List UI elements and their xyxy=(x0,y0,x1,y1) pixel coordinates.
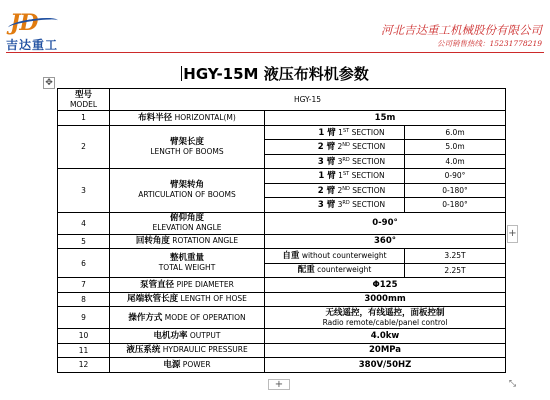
spec-value-en: Radio remote/cable/panel control xyxy=(322,318,448,327)
model-header-cell[interactable] xyxy=(58,89,110,111)
spec-value: 20MPa xyxy=(368,345,402,356)
logo-text: 吉达重工 xyxy=(6,38,59,52)
move-table-icon[interactable]: ✥ xyxy=(43,77,55,89)
item-name-cn: 液压系统 xyxy=(126,345,161,356)
item-name-en: ELEVATION ANGLE xyxy=(152,223,222,232)
section-label-cell[interactable] xyxy=(265,198,405,213)
item-name-cn: 整机重量 xyxy=(169,253,204,263)
item-name-cn: 电源 xyxy=(163,359,181,370)
arm-label: 1 臂 xyxy=(318,127,336,138)
page-header xyxy=(0,0,550,58)
section-number: 1 xyxy=(338,127,343,137)
item-number-cell[interactable] xyxy=(58,343,110,358)
section-number: 2 xyxy=(337,185,343,195)
item-name-en: LENGTH OF BOOMS xyxy=(150,146,224,156)
item-number-cell[interactable] xyxy=(58,329,110,344)
item-name-cell[interactable] xyxy=(110,111,265,126)
item-name-en: POWER xyxy=(182,359,211,369)
spec-value-cell[interactable] xyxy=(265,307,506,329)
table-header-row xyxy=(58,89,506,111)
item-number-cell[interactable] xyxy=(58,278,110,293)
item-number-cell[interactable] xyxy=(58,111,110,126)
item-name-cell[interactable] xyxy=(110,125,265,169)
weight-value-cell[interactable] xyxy=(405,263,506,278)
item-number: 3 xyxy=(81,185,86,195)
item-number: 11 xyxy=(78,345,89,355)
arm-label: 3 臂 xyxy=(317,156,336,167)
section-value: 4.0m xyxy=(445,156,465,166)
sales-hotline: 公司销售热线：15231778219 xyxy=(437,39,542,48)
spec-value: 0-90° xyxy=(372,218,398,228)
section-value-cell[interactable] xyxy=(405,198,506,213)
item-name-en: TOTAL WEIGHT xyxy=(158,263,216,272)
spec-value: 3000mm xyxy=(364,294,406,305)
company-name: 河北吉达重工机械股份有限公司 xyxy=(381,23,542,37)
item-number-cell[interactable] xyxy=(58,358,110,373)
section-number: 2 xyxy=(337,142,343,152)
item-name-cn: 布料半径 xyxy=(138,112,173,123)
section-value-cell[interactable] xyxy=(405,183,506,198)
section-value: 6.0m xyxy=(445,127,465,137)
item-name-en: ROTATION ANGLE xyxy=(172,236,239,246)
section-word: SECTION xyxy=(352,200,386,210)
section-value-cell[interactable] xyxy=(405,154,506,169)
section-word: SECTION xyxy=(351,127,385,137)
table-row xyxy=(58,278,506,293)
table-row xyxy=(58,329,506,344)
item-name-cn: 臂架长度 xyxy=(169,136,204,147)
item-number-cell[interactable] xyxy=(58,169,110,213)
spec-table[interactable] xyxy=(57,88,506,373)
table-row xyxy=(58,343,506,358)
arm-label: 2 臂 xyxy=(317,142,336,153)
section-label-cell[interactable] xyxy=(265,169,405,184)
document-title[interactable] xyxy=(0,63,550,84)
item-name-cell[interactable] xyxy=(110,358,265,373)
spec-value: 15m xyxy=(374,112,396,123)
model-header-en: MODEL xyxy=(69,100,98,109)
document-title-text: HGY-15M 液压布料机参数 xyxy=(183,65,369,83)
spec-value: 360° xyxy=(374,236,396,247)
model-header-cn: 型号 xyxy=(74,90,92,100)
spec-value-cell[interactable] xyxy=(265,358,506,373)
item-name-cell[interactable] xyxy=(110,212,265,234)
section-ordinal: ST xyxy=(342,171,350,178)
section-value-cell[interactable] xyxy=(405,140,506,155)
item-name-cn: 电机功率 xyxy=(153,330,188,341)
weight-value-cell[interactable] xyxy=(405,249,506,264)
section-ordinal: RD xyxy=(342,200,350,207)
weight-label-cn: 配重 xyxy=(297,265,315,276)
spec-value-cell[interactable] xyxy=(265,292,506,307)
table-row xyxy=(58,292,506,307)
table-row xyxy=(58,169,506,184)
spec-value: 380V/50HZ xyxy=(358,359,412,370)
item-number-cell[interactable] xyxy=(58,292,110,307)
spec-value: Φ125 xyxy=(372,279,398,290)
section-word: SECTION xyxy=(352,156,386,166)
section-ordinal: ST xyxy=(342,127,350,134)
item-name-en: HORIZONTAL(M) xyxy=(174,112,236,122)
table-row xyxy=(58,249,506,264)
section-ordinal: ND xyxy=(342,142,350,149)
spec-value-cn: 无线遥控，有线遥控，面板控制 xyxy=(325,308,445,318)
weight-label-en: counterweight xyxy=(317,265,372,275)
item-number: 4 xyxy=(81,218,86,228)
item-name-en: LENGTH OF HOSE xyxy=(180,294,247,304)
company-logo xyxy=(6,10,68,50)
item-number: 6 xyxy=(81,258,86,268)
section-word: SECTION xyxy=(351,171,385,181)
item-name-cell[interactable] xyxy=(110,292,265,307)
arm-label: 1 臂 xyxy=(318,171,336,182)
section-value: 5.0m xyxy=(445,142,465,152)
item-number: 1 xyxy=(81,113,86,123)
table-row xyxy=(58,307,506,329)
item-name-cn: 臂架转角 xyxy=(169,180,204,191)
section-number: 1 xyxy=(338,171,343,181)
header-divider xyxy=(6,52,544,53)
item-name-cell[interactable] xyxy=(110,278,265,293)
section-ordinal: ND xyxy=(342,185,350,192)
logo-mark: JD xyxy=(10,10,38,36)
item-number: 12 xyxy=(78,360,89,370)
section-label-cell[interactable] xyxy=(265,140,405,155)
section-label-cell[interactable] xyxy=(265,154,405,169)
model-value: HGY-15 xyxy=(293,95,322,104)
item-name-cn: 尾端软管长度 xyxy=(127,294,179,305)
item-name-cn: 操作方式 xyxy=(128,312,163,323)
table-row xyxy=(58,212,506,234)
section-value: 0-90° xyxy=(444,171,466,181)
item-number: 8 xyxy=(81,294,86,304)
model-value-cell[interactable] xyxy=(110,89,506,111)
arm-label: 3 臂 xyxy=(317,200,336,211)
add-row-button[interactable]: + xyxy=(268,379,290,390)
item-name-cn: 回转角度 xyxy=(135,236,170,247)
section-label-cell[interactable] xyxy=(265,125,405,140)
section-number: 3 xyxy=(337,156,343,166)
item-number-cell[interactable] xyxy=(58,249,110,278)
weight-value: 3.25T xyxy=(444,251,466,261)
spec-value-cell[interactable] xyxy=(265,278,506,293)
weight-value: 2.25T xyxy=(444,265,466,275)
item-number: 9 xyxy=(81,313,86,322)
item-number-cell[interactable] xyxy=(58,125,110,169)
table-row xyxy=(58,111,506,126)
spec-value: 4.0kw xyxy=(370,330,400,341)
weight-label-en: without counterweight xyxy=(301,250,387,260)
section-value: 0-180° xyxy=(442,200,468,210)
section-value-cell[interactable] xyxy=(405,125,506,140)
item-name-cell[interactable] xyxy=(110,169,265,213)
resize-corner-icon[interactable]: ⤡ xyxy=(508,379,517,389)
item-number: 2 xyxy=(81,142,86,152)
section-word: SECTION xyxy=(352,142,386,152)
section-ordinal: RD xyxy=(342,156,350,163)
section-word: SECTION xyxy=(352,185,386,195)
item-number: 10 xyxy=(78,331,89,341)
item-name-cell[interactable] xyxy=(110,329,265,344)
table-row xyxy=(58,358,506,373)
weight-label-cell[interactable] xyxy=(265,249,405,264)
item-name-en: PIPE DIAMETER xyxy=(176,279,234,289)
spec-value-cell[interactable] xyxy=(265,329,506,344)
item-name-cell[interactable] xyxy=(110,307,265,329)
spec-value-cell[interactable] xyxy=(265,111,506,126)
add-column-button[interactable]: + xyxy=(507,225,518,243)
spec-value-cell[interactable] xyxy=(265,343,506,358)
weight-label-cn: 自重 xyxy=(282,250,300,261)
item-name-cn: 泵管直径 xyxy=(140,279,175,290)
item-name-en: MODE OF OPERATION xyxy=(164,312,246,322)
item-name-cn: 俯仰角度 xyxy=(169,213,204,223)
spec-value-cell[interactable] xyxy=(265,212,506,234)
item-number-cell[interactable] xyxy=(58,234,110,249)
item-name-cell[interactable] xyxy=(110,249,265,278)
item-name-en: HYDRAULIC PRESSURE xyxy=(162,345,248,355)
spec-value-cell[interactable] xyxy=(265,234,506,249)
item-number-cell[interactable] xyxy=(58,212,110,234)
table-row xyxy=(58,125,506,140)
item-number: 5 xyxy=(81,236,86,246)
table-row xyxy=(58,234,506,249)
section-value: 0-180° xyxy=(442,185,468,195)
section-label-cell[interactable] xyxy=(265,183,405,198)
item-name-cell[interactable] xyxy=(110,234,265,249)
section-number: 3 xyxy=(337,200,343,210)
item-name-cell[interactable] xyxy=(110,343,265,358)
item-name-en: OUTPUT xyxy=(189,330,221,340)
item-name-en: ARTICULATION OF BOOMS xyxy=(138,190,236,200)
item-number-cell[interactable] xyxy=(58,307,110,329)
arm-label: 2 臂 xyxy=(317,185,336,196)
item-number: 7 xyxy=(81,280,86,290)
section-value-cell[interactable] xyxy=(405,169,506,184)
weight-label-cell[interactable] xyxy=(265,263,405,278)
